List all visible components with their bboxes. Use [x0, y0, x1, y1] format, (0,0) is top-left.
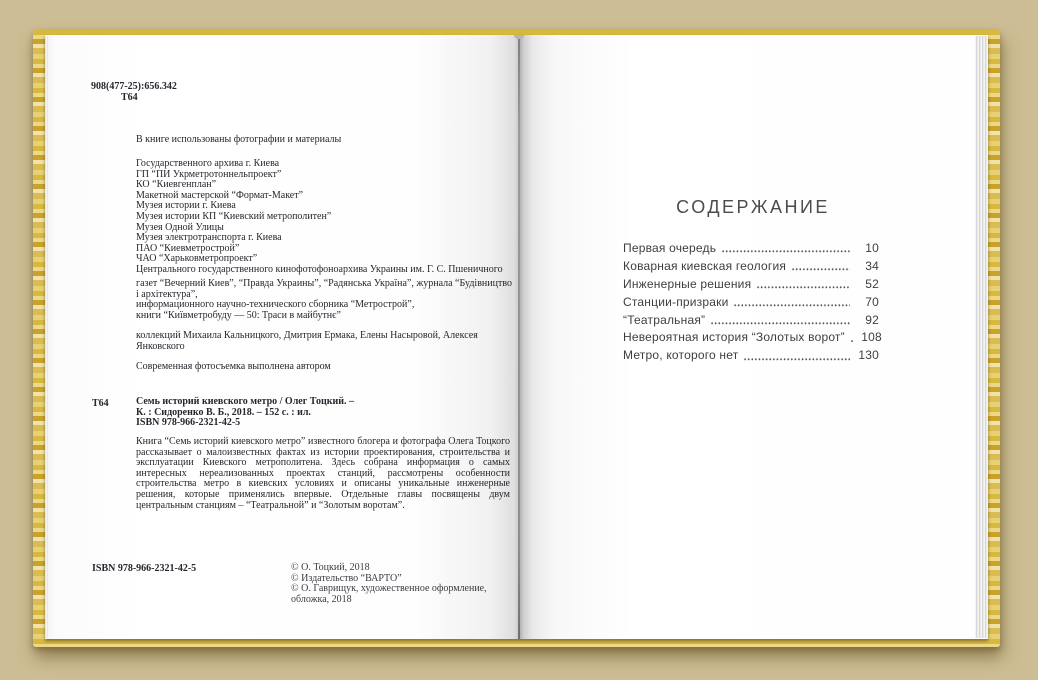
toc-entry-page: 52 — [865, 276, 879, 291]
periodicals-line: і архітектура”, — [136, 288, 198, 300]
toc-entry-title: Первая очередь — [623, 241, 717, 255]
toc-entry-page: 92 — [865, 312, 879, 327]
source-list — [136, 159, 503, 276]
toc-leader-dots — [792, 258, 850, 276]
collections-line: Янковского — [136, 340, 185, 352]
toc-entry — [623, 258, 879, 276]
catalog-line: К. : Сидоренко В. Б., 2018. – 152 с. : ил. — [136, 406, 311, 418]
copyright-item: © Издательство “ВАРТО” — [291, 572, 402, 584]
catalog-card — [136, 397, 354, 429]
toc-entry — [623, 329, 882, 347]
toc-leader-dots — [722, 240, 850, 258]
copyright-item: © О. Тоцкий, 2018 — [291, 562, 370, 573]
udc-classification-block — [91, 82, 177, 103]
toc-entry-page: 108 — [861, 330, 882, 345]
toc-entry-title: “Театральная” — [623, 312, 706, 327]
right-page-stack-edge — [975, 36, 988, 638]
toc-entry-page: 130 — [858, 348, 879, 363]
catalog-line: Семь историй киевского метро / Олег Тоцкий. – — [136, 396, 355, 407]
toc-entry — [623, 312, 879, 330]
toc-entry — [623, 294, 879, 312]
periodicals-line: книги “Київметробуду — 50: Траси в майбутнє” — [136, 309, 341, 321]
copyright-list — [291, 563, 519, 605]
source-item: ПАО “Киевметрострой” — [136, 242, 240, 254]
photography-credit: Современная фотосъемка выполнена автором — [136, 361, 331, 372]
toc-entry — [623, 276, 879, 294]
toc-list — [623, 240, 882, 365]
catalog-code: Т64 — [92, 398, 109, 409]
periodicals-line: информационного научно-технического сборника “Метрострой”, — [136, 299, 415, 311]
source-item: Музея электротранспорта г. Киева — [136, 232, 282, 244]
toc-entry — [623, 347, 879, 365]
toc-entry-title: Коварная киевская геология — [623, 258, 787, 273]
toc-entry-title: Невероятная история “Золотых ворот” — [623, 330, 845, 345]
toc-title: СОДЕРЖАНИЕ — [676, 197, 830, 217]
toc-leader-dots — [744, 347, 850, 365]
source-item: Центрального государственного кинофотофоноархива Украины им. Г. С. Пшеничного — [136, 263, 503, 275]
imprint-page — [45, 35, 519, 639]
toc-entry-page: 34 — [865, 258, 879, 273]
toc-leader-dots — [734, 294, 850, 312]
source-item: Государственного архива г. Киева — [136, 158, 280, 169]
copyright-item: © О. Гаврищук, художественное оформление, обложка, 2018 — [291, 583, 487, 605]
periodicals-line: газет “Вечерний Киев”, “Правда Украины”, “Радянська Україна”, журнала “Будівництво — [136, 278, 513, 289]
collections-credits — [136, 331, 478, 352]
source-item: Музея истории КП “Киевский метрополитен” — [136, 210, 332, 222]
contents-page — [519, 35, 975, 639]
source-item: Макетной мастерской “Формат-Макет” — [136, 189, 304, 201]
open-book — [33, 30, 1000, 647]
toc-entry-title: Инженерные решения — [623, 276, 752, 291]
toc-entry-page: 70 — [865, 294, 879, 309]
toc-leader-dots — [757, 276, 850, 294]
udc-code: 908(477-25):656.342 — [91, 81, 177, 92]
toc-entry — [623, 240, 879, 258]
catalog-line: ISBN 978-966-2321-42-5 — [136, 417, 241, 429]
toc-leader-dots — [711, 312, 850, 330]
udc-letter-code: Т64 — [121, 91, 138, 103]
book-annotation: Книга “Семь историй киевского метро” известного блогера и фотографа Олега Тоцкого рассказывает о малоизвестных фактах из истории проектирования, строительства и эксплуатации Киевского метрополитена. Здесь собрана информация о самых интересных нереализованных проектах станций, рассмотрены особенности строительства метро в киевских условиях и описаны уникальные инженерные решения, которые применялись впервые. Отдельные главы посвящены двум центральным станциям – “Театральной” и “Золотым воротам”. — [136, 436, 510, 511]
periodicals-credits — [136, 279, 512, 321]
source-item: Музея истории г. Киева — [136, 200, 236, 212]
source-item: ГП “ПИ Укрметротоннельпроект” — [136, 168, 282, 180]
toc-entry-title: Метро, которого нет — [623, 348, 739, 363]
toc-entry-title: Станции-призраки — [623, 294, 729, 309]
credits-intro: В книге использованы фотографии и материалы — [136, 134, 342, 145]
toc-entry-page: 10 — [865, 241, 879, 255]
source-item: ЧАО “Харьковметропроект” — [136, 253, 258, 265]
source-item: КО “Киевгенплан” — [136, 179, 217, 191]
book-pages — [45, 35, 988, 639]
toc-leader-dots — [851, 329, 853, 347]
isbn-number: ISBN 978-966-2321-42-5 — [92, 563, 197, 574]
source-item: Музея Одной Улицы — [136, 221, 224, 233]
collections-line: коллекций Михаила Кальницкого, Дмитрия Ермака, Елены Насыровой, Алексея — [136, 330, 478, 341]
